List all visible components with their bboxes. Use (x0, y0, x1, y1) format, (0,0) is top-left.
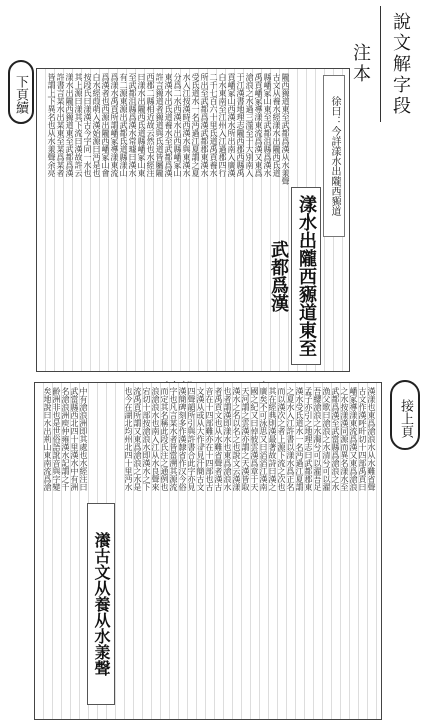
text-column: 而以漢次之者上源下流之次也 (277, 387, 286, 491)
text-column: 其在經典則漢最著故詩曰漢之 (268, 387, 277, 491)
text-column: 也今在湖北均州北四十里沔水 (124, 387, 133, 491)
text-column: 國之紀又曰倬彼雲漢爲章于天 (250, 387, 259, 491)
text-column: 爲漢者也西源出隴西嶓冢山會 (101, 73, 110, 177)
text-column: 東漢水出氐道養水至武都爲漢 (164, 73, 173, 177)
text-column: 之夏水入江許書以漾水爲正名 (286, 387, 295, 491)
text-column: 者禹貢文也从水難省聲者漢古 (214, 387, 223, 491)
headword-box: 漾水出隴西豲道東至武都爲漢 (291, 187, 321, 365)
text-column: 漢水受氐道水一名沔過江夏謂 (295, 387, 304, 491)
text-column: 而定其名稱此段氏注之通例也 (160, 387, 169, 491)
text-column: 名滄浪洲庾仲雍漢水記謂之千 (61, 387, 70, 491)
text-column: 漢水之名以名之也說文云漢漾 (232, 387, 241, 491)
text-column: 音在十四部難亦在十四部也古 (205, 387, 214, 491)
text-column: 廣矣不可泳思又曰滔滔江漢南 (259, 387, 268, 491)
text-column: 之水按漾漢同源而異名漾水至 (340, 387, 349, 491)
text-column: 武當縣西北四十里漢水中有洲 (70, 387, 79, 491)
text-column: 白水經葭萌入漢始源曰沔是也 (92, 73, 101, 177)
text-column: 至武都沮縣爲漢水常璩曰漢水 (128, 73, 137, 177)
page-label-top: 下頁續 (8, 60, 34, 124)
text-column: 受氐道水一名沔過江夏謂之夏 (191, 73, 200, 177)
text-column: 隴西豲道東至武都爲漢从水羕聲 (281, 73, 290, 185)
text-column: 古文从養水經漾水出隴西氐道 (272, 73, 281, 177)
text-column: 水入江按漢時西漢水與東漢水 (182, 73, 191, 177)
top-scan (36, 68, 350, 372)
shiwen-note: 徐曰：今詳漾水出隴西豲道 (323, 75, 345, 237)
text-column: 字也凡言某水者皆當溯其源流 (169, 387, 178, 491)
text-column: 所出至武都爲漢武都郡東漢水 (200, 73, 209, 177)
text-column: 許書言某水出某東至某爲某者 (56, 73, 65, 177)
side-title: 說文解字段注本 (380, 6, 420, 122)
headword-box: 瀁古文从養从水羕聲 (87, 503, 115, 705)
text-column: 白水東南至江州入江過郡四行 (218, 73, 227, 177)
text-column: 文漢从或从大作𣸁見汗簡古文 (196, 387, 205, 491)
bottom-scan (34, 382, 382, 720)
text-column: 嶓冢導漾東流爲漢又東爲滄浪 (349, 387, 358, 491)
text-column: 西郡二縣相近故云然也水經注 (146, 73, 155, 177)
text-column: 二千七百六十里氐道禹貢養水 (209, 73, 218, 177)
text-column: 爲漾水禹貢所謂嶓冢導漾東流 (110, 73, 119, 177)
text-column: 貢嶓冢山西漢水所出南入廣漢 (227, 73, 236, 177)
text-column: 漁父歌曰滄浪之水清兮可以濯 (322, 387, 331, 491)
text-column: 孟子亦引之地理志曰武都郡東 (304, 387, 313, 491)
text-column: 漾水出隴西豲道東至武都爲漢 (65, 73, 74, 177)
text-column: 浪滄浪水也南入江从水良聲來 (151, 387, 160, 491)
text-column: 四聲韻所引與許書合此字亦見 (187, 387, 196, 491)
text-column: 其上源曰漾其下流曰漢故許云 (74, 73, 83, 177)
text-column: 中有滄浪洲即其處也水經注曰 (79, 387, 88, 491)
page-label-bottom: 接上頁 (390, 380, 420, 450)
text-column: 也者謂漢即漾水也東爲滄浪水 (223, 387, 232, 491)
text-column: 曰漾水出隴西氐道縣嶓冢山東 (137, 73, 146, 177)
text-column: 有二源東源出武都氐道縣漾山 (119, 73, 128, 177)
text-column: 矣地說曰水出荊山東南流爲滄 (43, 387, 52, 491)
text-column: 漢漾也東爲滄浪水从水難省聲 (367, 387, 376, 491)
text-column: 分爲二水西漢水出西縣嶓冢山 (173, 73, 182, 177)
text-column: 按段氏曰漾漢古今字同一水也 (83, 73, 92, 177)
text-column: 許言豲道者豲道與氐道皆屬隴 (155, 73, 164, 177)
text-column: 于江漢書地理志隴西郡西縣禹 (236, 73, 245, 177)
text-column: 吾纓滄浪之水濁兮可以濯吾足 (313, 387, 322, 491)
text-column: 漢簡碑刻多作漢隸省作汉今俗 (178, 387, 187, 491)
text-column: 天河謂之雲漢亦謂之天漢皆取 (241, 387, 250, 491)
text-column: 流禹貢所謂又東爲滄浪之水是 (133, 387, 142, 491)
text-column: 武都爲漢至武當縣爲滄浪之水 (331, 387, 340, 491)
text-column: 古文作漢呼旰切十四部禹貢曰 (358, 387, 367, 491)
text-column: 禹貢嶓冢導漾東流爲漢又東爲 (254, 73, 263, 177)
text-column: 皆謂上下異名也从水羕聲余亮 (47, 73, 56, 177)
text-column: 宕切十部按滄浪水即漢水之下 (142, 387, 151, 491)
text-column: 齡洲非也是世俗語訛音與字變 (52, 387, 61, 491)
text-column: 滄浪之水過三澨至于大別南入 (245, 73, 254, 177)
text-column: 縣嶓冢山東至武都沮縣爲漢水 (263, 73, 272, 177)
